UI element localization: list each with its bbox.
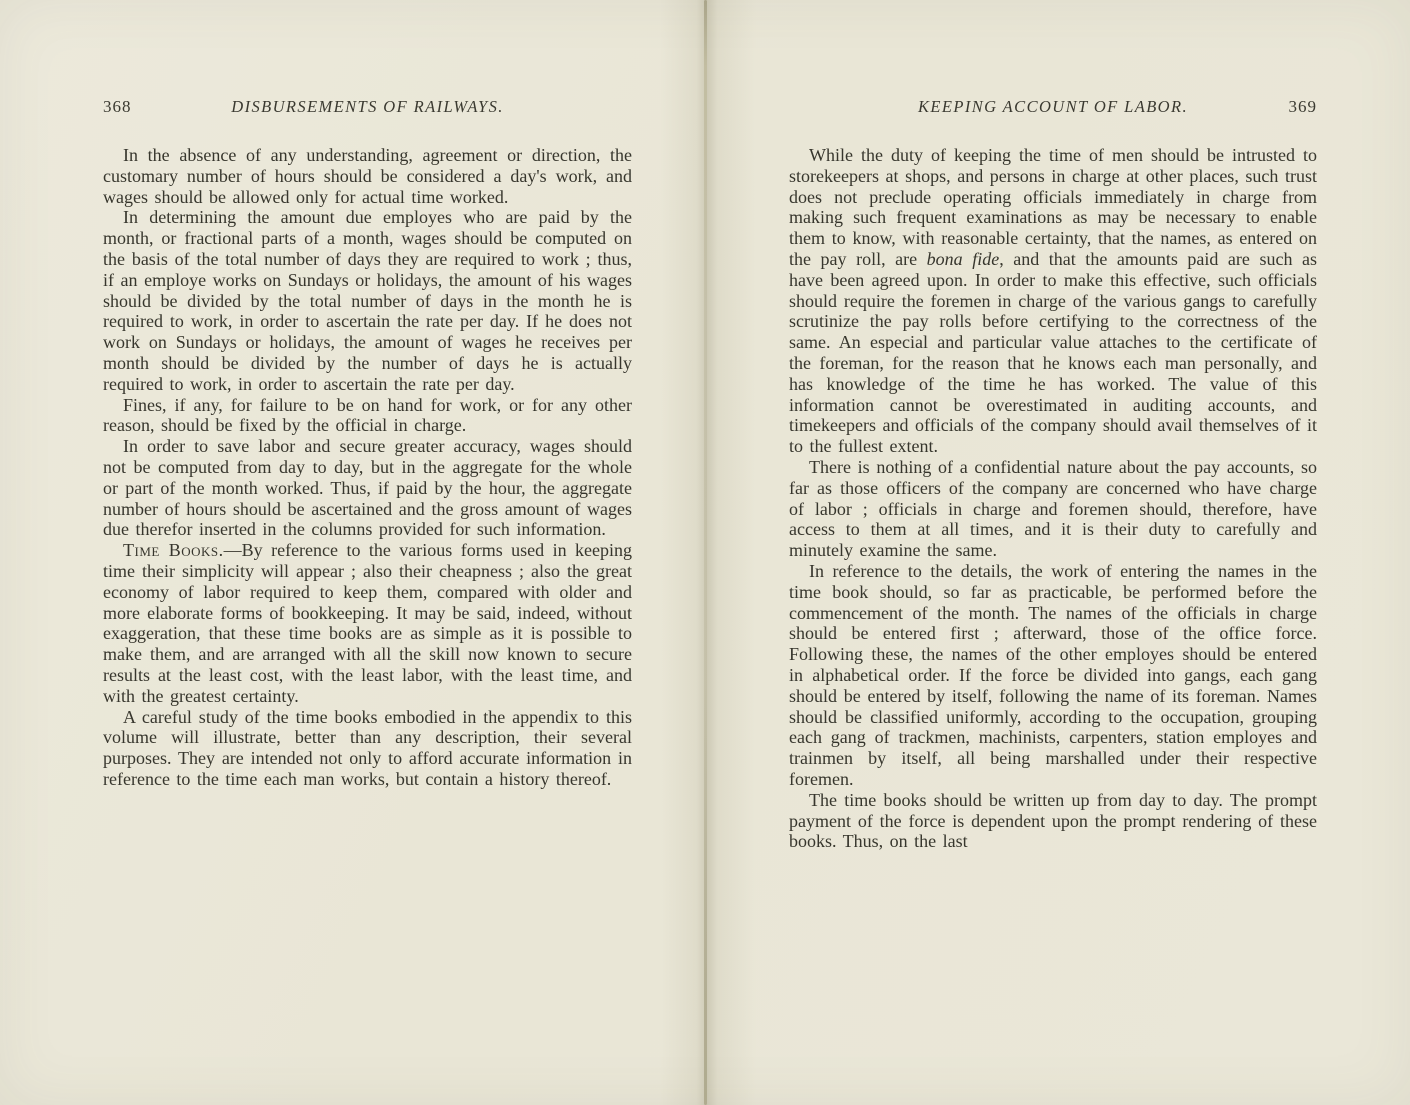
paragraph: The time books should be written up from day to day. The prompt payment of the force is dependent upon the prompt rendering of these books. Thus, on the last [789,789,1317,852]
right-page [707,0,1410,1105]
left-page-header [103,97,632,121]
running-title-left: DISBURSEMENTS OF RAILWAYS. [231,97,504,116]
right-page-body [789,145,1317,852]
right-page-header [789,97,1317,121]
paragraph-text: , and that the amounts paid are such as have been agreed upon. In order to make this effective, such officials should require the foremen in charge of the various gangs to carefully scrutinize the pay rolls before certifying to the correctness of the same. An especial and particular value attaches to the certificate of the foreman, for the reason that he knows each man personally, and has knowledge of the time he has worked. The value of this information cannot be overestimated in auditing accounts, and timekeepers and officials of the company should avail themselves of it to the fullest extent. [789,248,1317,457]
running-title-right: KEEPING ACCOUNT OF LABOR. [918,97,1188,116]
page-number-left: 368 [103,97,132,116]
paragraph: Fines, if any, for failure to be on hand for work, or for any other reason, should be fixed by the official in charge. [103,394,632,436]
bona-fide-italic: bona fide [926,248,1000,269]
paragraph: There is nothing of a confidential nature about the pay accounts, so far as those officers of the company are concerned who have charge of labor ; officials in charge and foremen should, therefore, have access to them at all times, and it is their duty to carefully and minutely examine the same. [789,456,1317,561]
paragraph: A careful study of the time books embodied in the appendix to this volume will illustrate, better than any description, their several purposes. They are intended not only to afford accurate information in reference to the time each man works, but contain a history thereof. [103,706,632,789]
paragraph: In reference to the details, the work of entering the names in the time book should, so far as practicable, be performed before the commencement of the month. The names of the officials in charge should be entered first ; afterward, those of the office force. Following these, the names of the other employes should be entered in alphabetical order. If the force be divided into gangs, each gang should be entered by itself, following the name of its foreman. Names should be classified uniformly, according to the occupation, grouping each gang of trackmen, machinists, carpenters, station employes and trainmen by itself, all being marshalled under their respective foremen. [789,560,1317,789]
paragraph: In the absence of any understanding, agreement or direction, the customary number of hours should be considered a day's work, and wages should be allowed only for actual time worked. [103,145,632,207]
time-books-text: —By reference to the various forms used in keeping time their simplicity will appear ; also their cheapness ; also the great economy of labor required to keep them, compared with older and more elaborate forms of bookkeeping. It may be said, indeed, without exaggeration, that these time books are as simple as it is possible to make them, and are arranged with all the skill now known to secure results at the least cost, with the least labor, with the least time, and with the greatest certainty. [103,540,632,706]
paragraph [789,145,1317,457]
time-books-heading: Time Books. [123,540,224,561]
paragraph: In determining the amount due employes who are paid by the month, or fractional parts of a month, wages should be computed on the basis of the total number of days they are required to work ; thus, if an employe works on Sundays or holidays, the amount of his wages should be divided by the total number of days in the month he is required to work, in order to ascertain the rate per day. If he does not work on Sundays or holidays, the amount of wages he receives per month should be divided by the number of days he is actually required to work, in order to ascertain the rate per day. [103,207,632,394]
left-page-body [103,145,632,790]
paragraph: In order to save labor and secure greater accuracy, wages should not be computed from day to day, but in the aggregate for the whole or part of the month worked. Thus, if paid by the hour, the aggregate number of hours should be ascertained and the gross amount of wages due therefor inserted in the columns provided for such information. [103,436,632,540]
right-page-content [789,97,1317,852]
page-number-right: 369 [1288,97,1317,116]
paragraph-time-books [103,540,632,706]
left-page-content [103,97,632,790]
paragraph-text: While the duty of keeping the time of men should be intrusted to storekeepers at shops, and persons in charge at other places, such trust does not preclude operating officials immediately in charge from making such frequent examinations as may be necessary to enable them to know, with reasonable certainty, that the names, as entered on the pay roll, are [789,145,1317,269]
